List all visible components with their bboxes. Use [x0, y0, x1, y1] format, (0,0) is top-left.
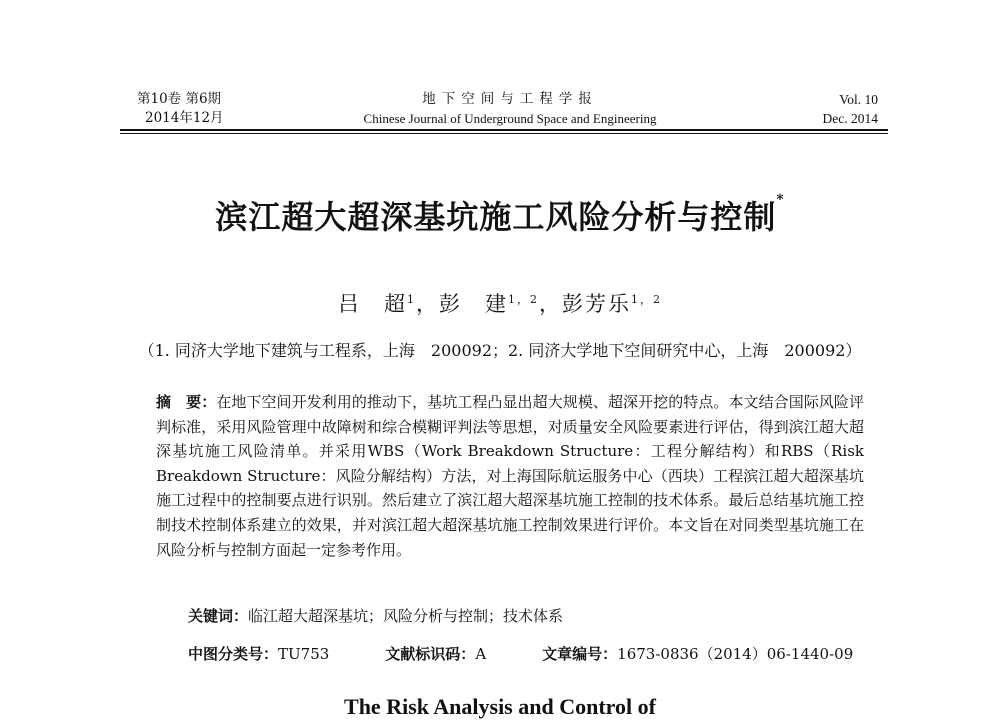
issue-date-cn: 2014年12月: [145, 110, 224, 126]
author-affil-mark: 1: [407, 293, 416, 306]
author-list: [0, 288, 1000, 318]
author-name: 吕 超: [338, 292, 407, 316]
header-rule-thick: [120, 129, 888, 131]
article-title: [0, 192, 1000, 238]
clc-value: TU753: [278, 645, 330, 663]
journal-name: [330, 90, 690, 128]
clc-number: [188, 643, 329, 664]
author-name: 彭芳乐: [562, 292, 631, 316]
volume-issue: 第10卷 第6期: [137, 91, 222, 107]
article-title-text: 滨江超大超深基坑施工风险分析与控制: [215, 198, 777, 236]
issue-date-en: Dec. 2014: [822, 111, 878, 126]
author-separator: ，: [416, 292, 439, 316]
author-separator: ，: [539, 292, 562, 316]
keywords: [188, 605, 563, 626]
keywords-text: 临江超大超深基坑；风险分析与控制；技术体系: [248, 607, 564, 625]
article-no-label: 文章编号：: [542, 645, 618, 663]
document-code: [385, 643, 486, 664]
journal-volume-info: [800, 90, 878, 128]
clc-label: 中图分类号：: [188, 645, 279, 663]
header-rule-thin: [120, 133, 888, 134]
title-footnote-mark: *: [776, 192, 785, 208]
journal-issue-info: [137, 90, 224, 128]
volume-en: Vol. 10: [839, 92, 878, 107]
abstract-label: 摘 要：: [156, 393, 217, 411]
author-affil-mark: 1，2: [508, 293, 539, 306]
abstract-text: 在地下空间开发利用的推动下，基坑工程凸显出超大规模、超深开挖的特点。本文结合国际风险评判标准，采用风险管理中故障树和综合模糊评判法等思想，对质量安全风险要素进行评估，得到滨江超大超深基坑施工风险清单。并采用WBS（Work Breakdown Structure：工程分解结构）和RBS（Risk Breakdown Structure：风险分解结构）方法，对上海国际航运服务中心（西块）工程滨江超大超深基坑施工过程中的控制要点进行识别。然后建立了滨江超大超深基坑施工控制的技术体系。最后总结基坑施工控制技术控制体系建立的效果，并对滨江超大超深基坑施工控制效果进行评价。本文旨在对同类型基坑施工在风险分析与控制方面起一定参考作用。: [156, 393, 864, 559]
article-number: [542, 643, 853, 664]
journal-name-cn: 地下空间与工程学报: [422, 91, 598, 107]
english-title: The Risk Analysis and Control of: [344, 694, 656, 719]
doc-code-label: 文献标识码：: [385, 645, 476, 663]
affiliations: （1. 同济大学地下建筑与工程系，上海 200092；2. 同济大学地下空间研究中心，上海 200092）: [138, 341, 862, 360]
doc-code-value: A: [475, 645, 487, 663]
journal-name-en: Chinese Journal of Underground Space and Engineering: [363, 111, 657, 126]
author-affil-mark: 1，2: [631, 293, 662, 306]
abstract: [156, 390, 864, 562]
article-no-value: 1673-0836（2014）06-1440-09: [617, 645, 854, 663]
classification-line: [188, 643, 868, 664]
keywords-label: 关键词：: [188, 607, 249, 625]
author-name: 彭 建: [439, 292, 508, 316]
